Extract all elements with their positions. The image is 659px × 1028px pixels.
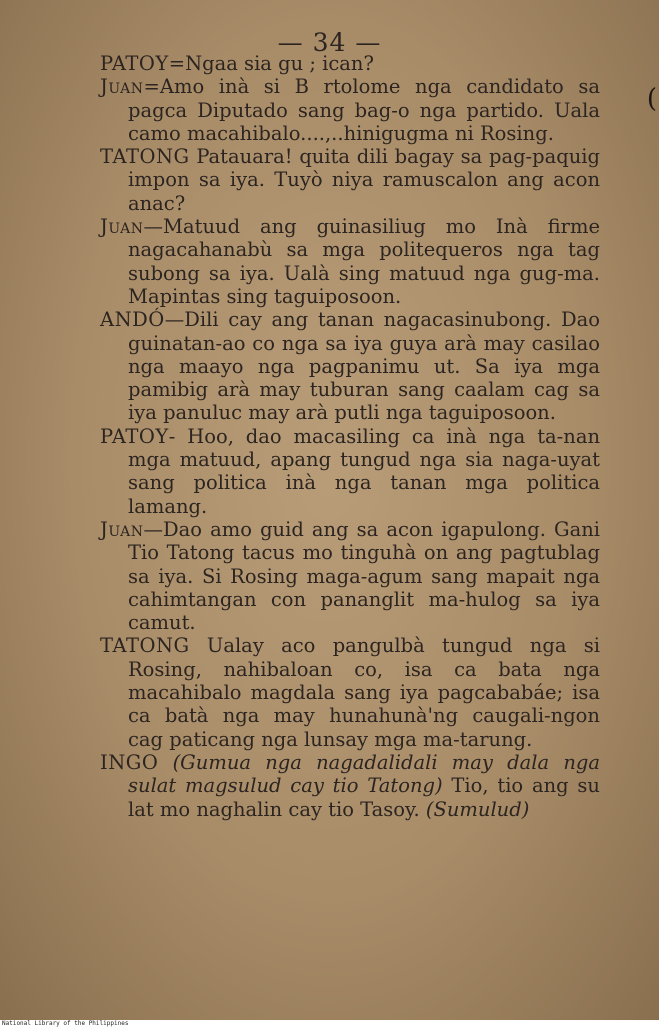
speaker-name: Juan [100,215,144,239]
speaker-separator: = [143,75,160,99]
library-credit: National Library of the Philippines [0,1020,659,1028]
speech-line [100,75,600,145]
speaker-separator: — [143,215,164,239]
speaker-name: Juan [100,517,144,541]
speech-line [100,145,600,215]
speaker-separator: = [168,52,186,75]
speech-text: Tio, tio ang su lat mo naghalin cay tio Tasoy. [128,774,600,821]
speaker-separator: — [164,308,185,332]
speech-line [100,215,600,308]
speech-text: Matuud ang guinasiliug mo Inà firme nagacahanabù sa mga politequeros nga tag subong sa iya. Ualà sing matuud nga gug-ma. Mapintas sing taguiposoon. [128,215,600,308]
speaker-separator: — [143,517,164,541]
stage-direction: (Gumua nga nagadalidali may dala nga sulat magsulud cay tio Tatong) [128,750,601,798]
speaker-separator [158,751,172,774]
speech-text: Amo inà si B rtolome nga candidato sa pagca Diputado sang bag-o nga partido. Uala camo macahibalo....,..hinigugma ni Rosing. [128,75,600,145]
speech-text: Hoo, dao macasiling ca inà nga ta-nan mga matuud, apang tungud nga sia naga-uyat sang politica inà nga tanan mga politica lamang. [128,424,600,518]
speech-text: Ngaa sia gu ; ican? [185,52,374,75]
speaker-separator: - [168,424,188,448]
speech-line [100,308,600,424]
speech-line [100,425,600,518]
page-number: — 34 — [277,28,382,57]
speaker-name: ANDÓ [100,308,165,332]
speech-text: Dili cay ang tanan nagacasinubong. Dao guinatan-ao co nga sa iya guya arà may casilao nga maayo nga pagpanimu ut. Sa iya mga pamibig arà may tuburan sang caalam cag sa iya panuluc may arà putli nga taguiposoon. [128,308,600,425]
speech-line [100,751,600,821]
speech-text: Dao amo guid ang sa acon igapulong. Gani Tio Tatong tacus mo tinguhà on ang pagtublag sa iya. Si Rosing maga-agum sang mapait nga cahimtangan con pananglit ma-hulog sa iya camut. [128,517,600,635]
speaker-name: TATONG [100,145,190,169]
stage-direction: (Sumulud) [425,797,530,821]
speaker-name: TATONG [100,634,190,658]
speaker-separator [190,634,207,657]
speaker-name: PATOY [100,52,169,75]
speech-line [100,52,600,75]
speaker-name: PATOY [100,424,169,448]
speaker-name: Juan [100,75,144,99]
speaker-name: INGO [100,750,159,774]
speech-line [100,634,600,750]
margin-mark: ( [646,84,657,114]
speech-line [100,518,600,634]
dialogue-block [100,52,600,821]
speech-text: Ualay aco pangulbà tungud nga si Rosing, nahibaloan co, isa ca bata nga macahibalo magdala sang iya pagcababáe; isa ca batà nga may hunahunà'ng caugali-ngon cag paticang nga lunsay mga ma-tarung. [128,634,600,751]
speech-text: Patauara! quita dili bagay sa pag-paquig impon sa iya. Tuyò niya ramuscalon ang acon anac? [128,145,601,215]
